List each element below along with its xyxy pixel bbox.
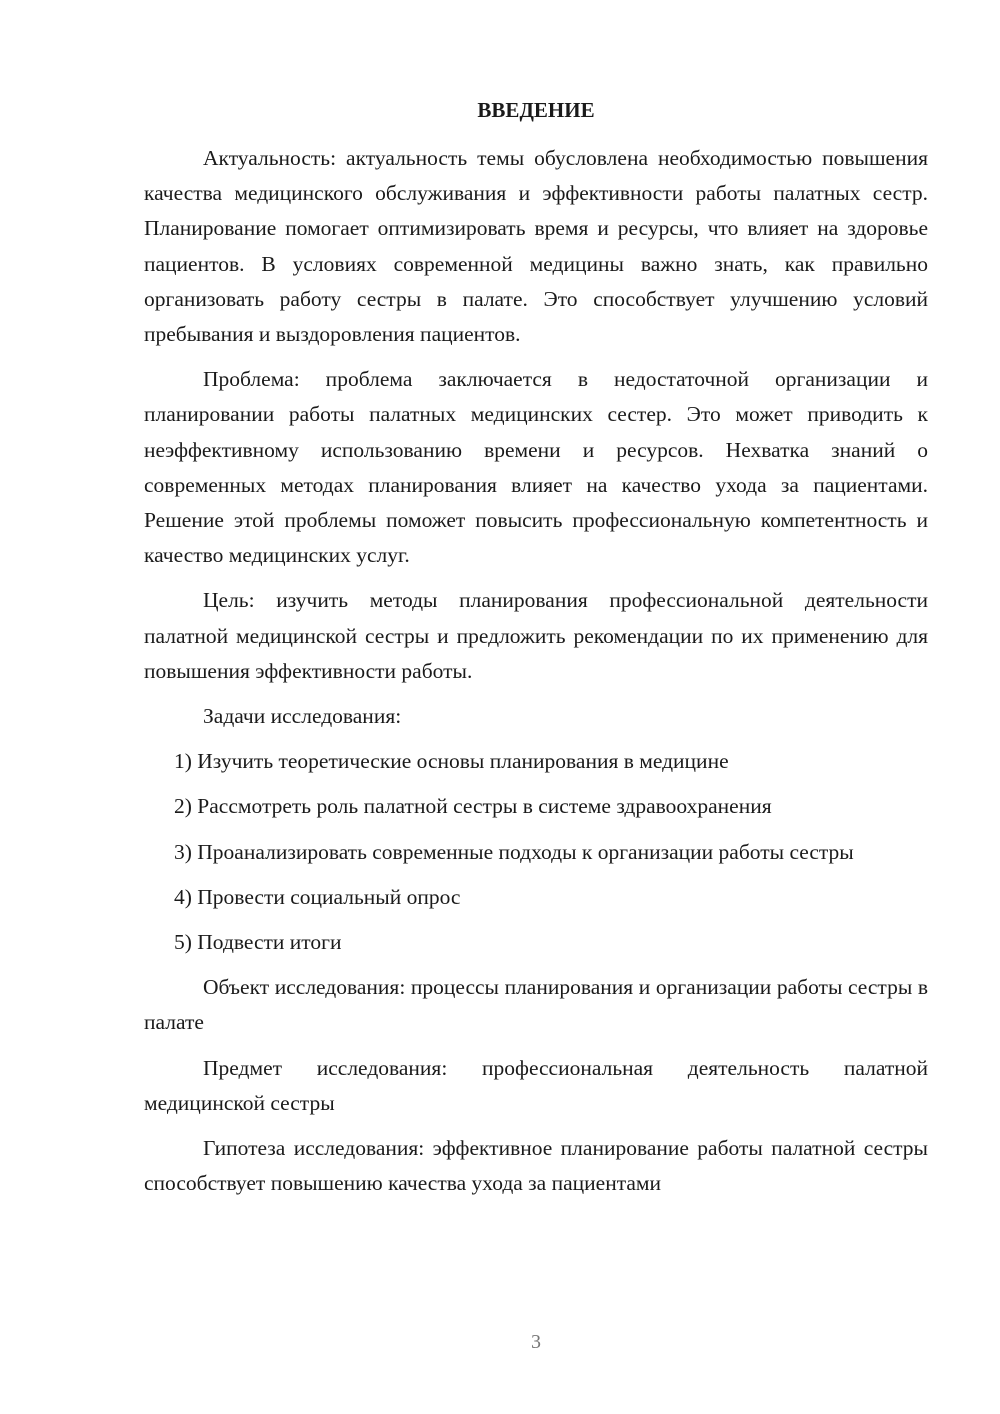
paragraph-object: Объект исследования: процессы планирования и организации работы сестры в палате <box>144 975 928 1035</box>
page-number: 3 <box>531 1331 541 1353</box>
task-item-2: 2) Рассмотреть роль палатной сестры в системе здравоохранения <box>174 794 772 819</box>
paragraph-goal: Цель: изучить методы планирования профессиональной деятельности палатной медицинской сестры и предложить рекомендации по их применению для повышения эффективности работы. <box>144 588 928 683</box>
paragraph-relevance: Актуальность: актуальность темы обусловлена необходимостью повышения качества медицинского обслуживания и эффективности работы палатных сестр. Планирование помогает оптимизировать время и ресурсы, что влияет на здоровье пациентов. В условиях современной медицины важно знать, как правильно организовать работу сестры в палате. Это способствует улучшению условий пребывания и выздоровления пациентов. <box>144 146 928 347</box>
paragraph-subject: Предмет исследования: профессиональная деятельность палатной медицинской сестры <box>144 1055 928 1115</box>
tasks-heading: Задачи исследования: <box>203 704 402 729</box>
paragraph-hypothesis: Гипотеза исследования: эффективное планирование работы палатной сестры способствует повышению качества ухода за пациентами <box>144 1136 928 1196</box>
task-item-1: 1) Изучить теоретические основы планирования в медицине <box>174 749 729 774</box>
section-title: ВВЕДЕНИЕ <box>477 98 595 122</box>
task-item-5: 5) Подвести итоги <box>174 930 342 955</box>
task-item-3: 3) Проанализировать современные подходы к организации работы сестры <box>174 839 854 864</box>
task-item-4: 4) Провести социальный опрос <box>174 884 461 909</box>
paragraph-problem: Проблема: проблема заключается в недостаточной организации и планировании работы палатных медицинских сестер. Это может приводить к неэффективному использованию времени и ресурсов. Нехватка знаний о современных методах планирования влияет на качество ухода за пациентами. Решение этой проблемы поможет повысить профессиональную компетентность и качество медицинских услуг. <box>144 367 928 568</box>
document-body <box>144 91 928 1211</box>
